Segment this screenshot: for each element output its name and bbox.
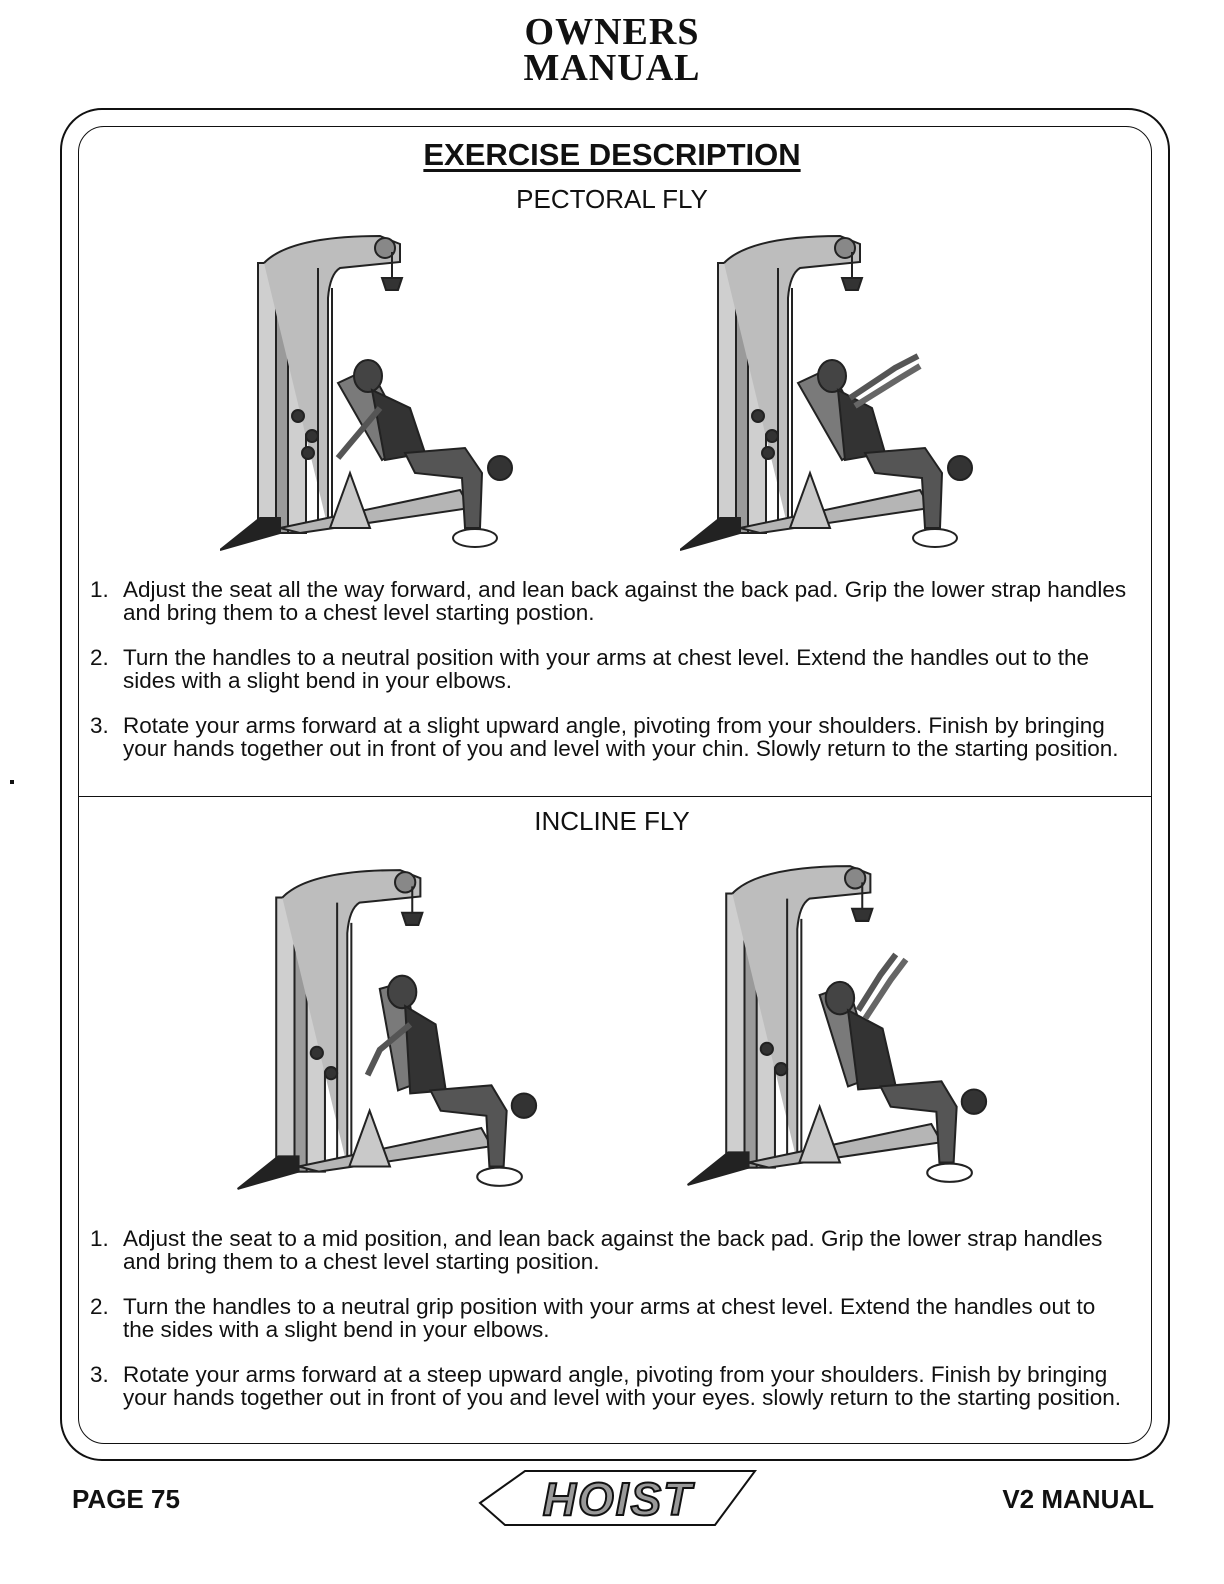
manual-header (0, 11, 1224, 89)
list-item (90, 1363, 1130, 1409)
incline-fly-finish-illustration (685, 858, 1005, 1193)
logo-text: HOIST (542, 1473, 694, 1525)
step-number: 2. (90, 645, 109, 670)
list-item (90, 714, 1130, 760)
hoist-logo (470, 1463, 760, 1533)
step-text: Adjust the seat all the way forward, and lean back against the back pad. Grip the lower strap handles and bring them to a chest level starting postion. (123, 577, 1127, 625)
pectoral-fly-start-illustration (220, 228, 530, 558)
step-text: Rotate your arms forward at a slight upward angle, pivoting from your shoulders. Finish by bringing your hands together out in front of you and level with your chin. Slowly return to the starting position. (123, 713, 1119, 761)
pectoral-fly-finish-illustration (680, 228, 990, 558)
step-text: Rotate your arms forward at a steep upward angle, pivoting from your shoulders. Finish by bringing your hands together out in front of you and level with your eyes. slowly return to the starting position. (123, 1362, 1122, 1410)
list-item (90, 1227, 1130, 1273)
step-text: Turn the handles to a neutral position with your arms at chest level. Extend the handles out to the sides with a slight bend in your elbows. (123, 645, 1089, 693)
exercise-title-incline-fly: INCLINE FLY (534, 806, 690, 836)
pectoral-fly-steps (90, 578, 1130, 782)
section-divider (79, 796, 1151, 797)
step-number: 1. (90, 1226, 109, 1251)
step-number: 3. (90, 713, 109, 738)
page-number: PAGE 75 (72, 1484, 180, 1514)
step-text: Adjust the seat to a mid position, and lean back against the back pad. Grip the lower strap handles and bring them to a chest level starting position. (123, 1226, 1103, 1274)
section-title: EXERCISE DESCRIPTION (423, 137, 801, 172)
manual-name: V2 MANUAL (1002, 1484, 1154, 1514)
list-item (90, 578, 1130, 624)
list-item (90, 646, 1130, 692)
header-line-2: MANUAL (523, 47, 701, 89)
step-number: 2. (90, 1294, 109, 1319)
incline-fly-start-illustration (235, 862, 555, 1197)
list-item (90, 1295, 1130, 1341)
step-text: Turn the handles to a neutral grip position with your arms at chest level. Extend the handles out to the sides with a slight bend in your elbows. (123, 1294, 1096, 1342)
scan-speck (10, 780, 14, 784)
exercise-title-pectoral-fly: PECTORAL FLY (516, 184, 708, 214)
step-number: 3. (90, 1362, 109, 1387)
incline-fly-steps (90, 1227, 1130, 1431)
step-number: 1. (90, 577, 109, 602)
header-line-1: OWNERS (524, 11, 700, 53)
